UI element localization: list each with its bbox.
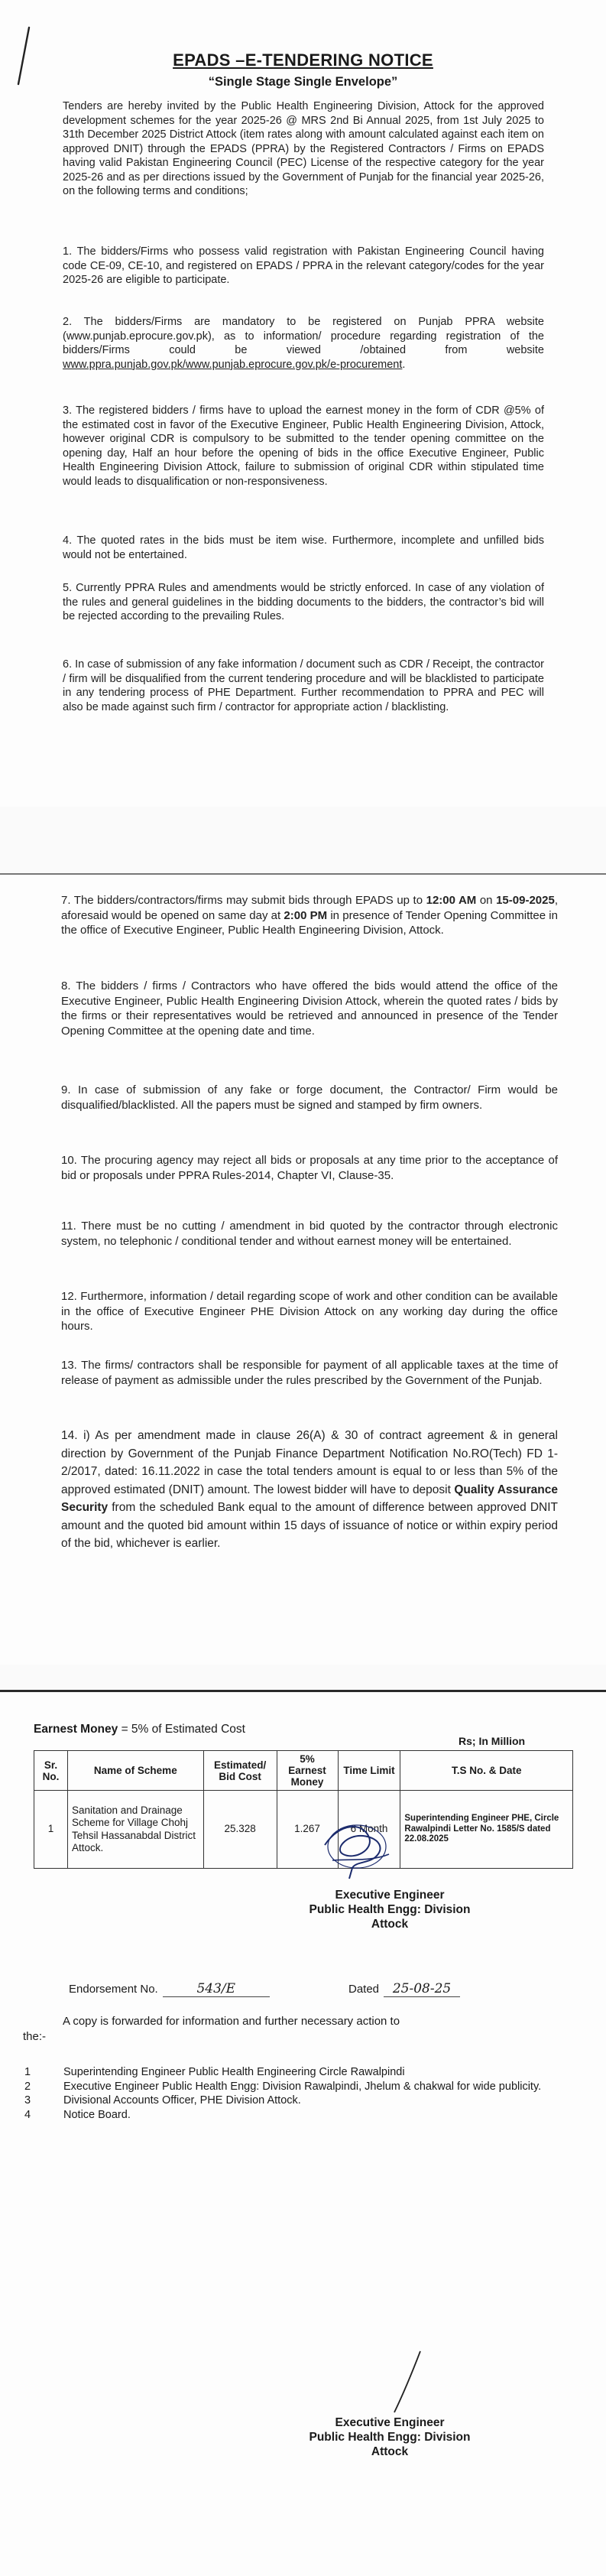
notice-subtitle: “Single Stage Single Envelope” [208,75,398,89]
clause-5: 5. Currently PPRA Rules and amendments would be strictly enforced. In case of any violation of the rules and general guidelines in the bidding documents to the bidders, the contractor’s bid will be rejected according to the prevailing Rules. [63,582,544,622]
endorsement-number: Endorsement No. 543/E [69,1981,270,1997]
signature-icon [309,1814,401,1883]
clause-13: 13. The firms/ contractors shall be responsible for payment of all applicable taxes at the time of release of payment as admissible under the rules prescribed by the Government of the Punjab. [61,1359,558,1387]
cell-time: 6 Month [338,1791,400,1869]
clause-9: 9. In case of submission of any fake or forge document, the Contractor/ Firm would be disqualified/blacklisted. All the papers must be signed and stamped by firm owners. [61,1083,558,1112]
table-row [34,1791,573,1869]
notice-page-2 [0,873,606,1665]
header-time: Time Limit [338,1751,400,1791]
notice-page-3 [0,1690,606,2576]
cell-sr: 1 [34,1791,68,1869]
clause-3: 3. The registered bidders / firms have to upload the earnest money in the form of CDR @5% of the estimated cost in favor of the Executive Engineer, Public Health Engineering Division, Attock, however original CDR is compulsory to be submitted to the tender opening committee on the opening day, Half an hour before the opening of bids in the office Executive Engineer, Public Health Engineering Division Attock, failure to submission of original CDR within stipulated time would leads to disqualification or non-responsiveness. [63,404,544,488]
clause-11: 11. There must be no cutting / amendment in bid quoted by the contractor through electronic system, no telephonic / conditional tender and without earnest money will be entertained. [61,1220,558,1248]
ppra-link[interactable]: www.ppra.punjab.gov.pk/www.punjab.eprocure.gov.pk/e-procurement [63,358,403,371]
list-item: 4 Notice Board. [24,2108,131,2121]
table-header-row [34,1751,573,1791]
header-cost: Estimated/ Bid Cost [203,1751,277,1791]
clause-1: 1. The bidders/Firms who possess valid registration with Pakistan Engineering Council having code CE-09, CE-10, and registered on EPADS / PPRA in the relevant category/codes for the year 2025-26 are eligible to participate. [63,245,544,286]
clause-14: 14. i) As per amendment made in clause 26(A) & 30 of contract agreement & in general direction by Government of the Punjab Finance Department Notification No.RO(Tech) FD 1-2/2017, dated: 16.11.2022 in case the total tenders amount is equal to or less than 5% of the approved estimated (DNIT) amount. The lowest bidder will have to deposit Quality Assurance Security from the scheduled Bank equal to the amount of difference between approved DNIT amount and the quoted bid amount within 15 days of issuance of notice or within expiry period of the bid, whichever is earlier. [61,1429,558,1550]
notice-intro: Tenders are hereby invited by the Public Health Engineering Division, Attock for the approved development schemes for the year 2025-26 @ MRS 2nd Bi Annual 2025, from 1st July 2025 to 31th December 2025 District Attock (item rates along with amount calculated against each item on approved DNIT) through the EPADS (PPRA) by the Registered Contractors / Firms on EPADS having valid Pakistan Engineering Council (PEC) License of the respective category for the year 2025-26 and as per directions issued by the Government of Punjab for the financial year 2025-26, on the following terms and conditions; [63,100,544,197]
page-gap [0,1665,606,1690]
clause-2: 2. The bidders/Firms are mandatory to be registered on Punjab PPRA website (www.punjab.eprocure.gov.pk), as to information/ procedure regarding registration of the bidders/Firms could be viewed /obtained from website www.ppra.punjab.gov.pk/www.punjab.eprocure.gov.pk/e-procurement. [63,316,544,371]
header-ts: T.S No. & Date [400,1751,573,1791]
notice-title: EPADS –E-TENDERING NOTICE [173,50,433,70]
signatory-block: Executive Engineer Public Health Engg: Division Attock [309,1889,471,1931]
clause-8: 8. The bidders / firms / Contractors who have offered the bids would attend the office of the Executive Engineer, Public Health Engineering Division Attock, wherein the quoted rates / bids by the firms or their representatives would be retrieved and announced in presence of the Tender Opening Committee at the opening date and time. [61,979,558,1038]
cell-scheme-name: Sanitation and Drainage Scheme for Village Chohj Tehsil Hassanabdal District Attock. [67,1791,203,1869]
list-item: 2 Executive Engineer Public Health Engg: Division Rawalpindi, Jhelum & chakwal for wide publicity. [24,2080,542,2093]
notice-page-1 [0,0,606,807]
cell-cost: 25.328 [203,1791,277,1869]
header-name: Name of Scheme [67,1751,203,1791]
page-gap [0,807,606,873]
clause-10: 10. The procuring agency may reject all bids or proposals at any time prior to the acceptance of bid or proposals under PPRA Rules-2014, Chapter VI, Clause-35. [61,1154,558,1182]
cell-earnest: 1.267 [277,1791,338,1869]
cell-ts: Superintending Engineer PHE, Circle Rawalpindi Letter No. 1585/S dated 22.08.2025 [400,1791,573,1869]
scheme-table [34,1750,573,1869]
forward-note-cont: the:- [23,2030,47,2043]
header-earnest: 5% Earnest Money [277,1751,338,1791]
earnest-money-line: Earnest Money = 5% of Estimated Cost [34,1723,245,1736]
copy-list [23,2065,573,2122]
forward-note: A copy is forwarded for information and further necessary action to [63,2015,400,2028]
clause-6: 6. In case of submission of any fake information / document such as CDR / Receipt, the contractor / firm will be disqualified from the current tendering procedure and will be blacklisted to participate in any tendering process of PHE Department. Further recommendation to PPRA and PEC will also be made against such firm / contractor for appropriate action / blacklisting. [63,658,544,713]
endorsement-date: Dated 25-08-25 [348,1981,460,1997]
header-sr: Sr. No. [34,1751,68,1791]
clause-7: 7. The bidders/contractors/firms may submit bids through EPADS up to 12:00 AM on 15-09-2025, aforesaid would be opened on same day at 2:00 PM in presence of Tender Opening Committee in the office of Executive Engineer, Public Health Engineering Division, Attock. [61,894,558,937]
clause-12: 12. Furthermore, information / detail regarding scope of work and other condition can be available in the office of Executive Engineer PHE Division Attock on any working day during the office hours. [61,1290,558,1333]
signatory-block-2: Executive Engineer Public Health Engg: Division Attock [309,2416,471,2458]
unit-label: Rs; In Million [459,1735,526,1747]
list-item: 3 Divisional Accounts Officer, PHE Division Attock. [24,2094,301,2107]
pen-stroke-icon [382,2348,428,2417]
clause-4: 4. The quoted rates in the bids must be item wise. Furthermore, incomplete and unfilled bids would not be entertained. [63,534,544,561]
list-item: 1 Superintending Engineer Public Health Engineering Circle Rawalpindi [24,2066,405,2078]
